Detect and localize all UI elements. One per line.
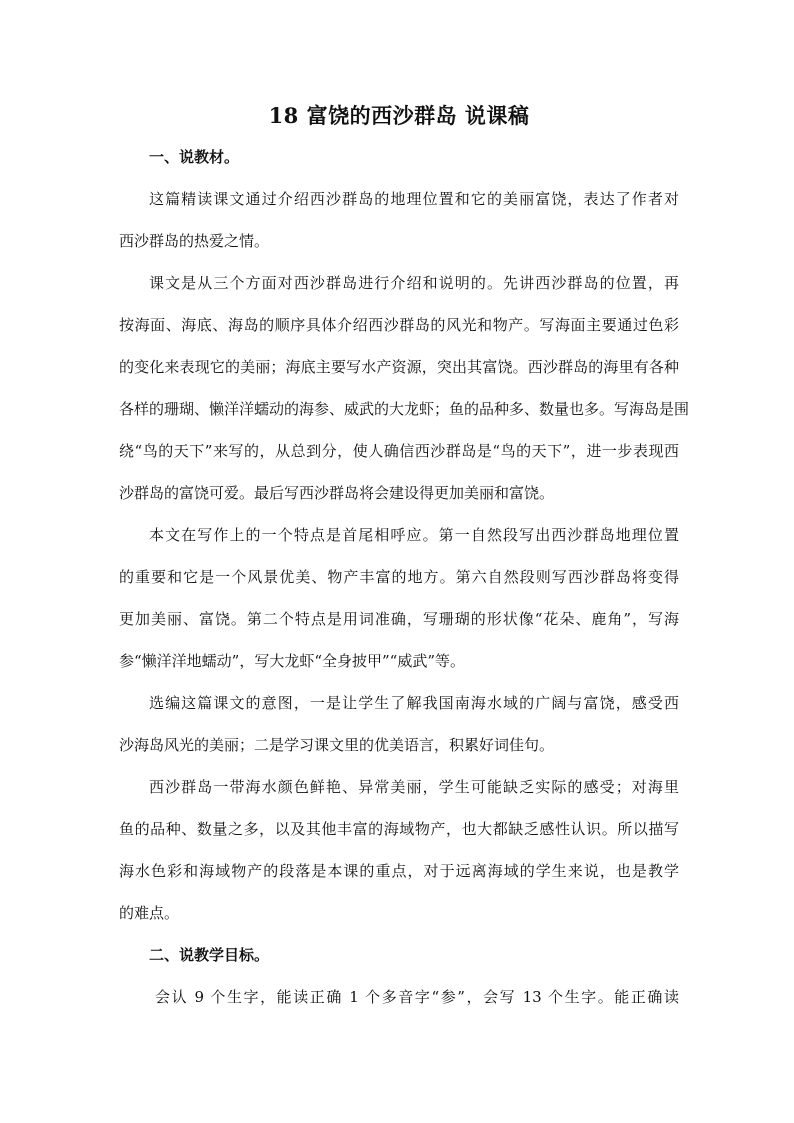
text-line: 海水色彩和海域物产的段落是本课的重点，对于远离海域的学生来说，也是教学	[119, 862, 679, 880]
text-line: 更加美丽、富饶。第二个特点是用词准确，写珊瑚的形状像“花朵、鹿角”，写海	[119, 610, 679, 628]
paragraph	[119, 766, 679, 934]
paragraph	[119, 976, 679, 1018]
text-line: 的难点。	[119, 904, 180, 922]
text-line: 各样的珊瑚、懒洋洋蠕动的海参、威武的大龙虾；鱼的品种多、数量也多。写海岛是围	[119, 400, 690, 418]
text-line: 会认 9 个生字，能读正确 1 个多音字“参”，会写 13 个生字。能正确读	[155, 988, 679, 1006]
text-line: 沙群岛的富饶可爱。最后写西沙群岛将会建设得更加美丽和富饶。	[119, 484, 555, 502]
text-line: 的变化来表现它的美丽；海底主要写水产资源，突出其富饶。西沙群岛的海里有各种	[119, 358, 679, 376]
text-line: 西沙群岛一带海水颜色鲜艳、异常美丽，学生可能缺乏实际的感受；对海里	[149, 778, 679, 796]
paragraph	[119, 262, 690, 514]
section-heading-teaching-material: 一、说教材。	[149, 148, 240, 166]
text-line: 鱼的品种、数量之多，以及其他丰富的海域物产，也大都缺乏感性认识。所以描写	[119, 820, 679, 838]
text-line: 本文在写作上的一个特点是首尾相呼应。第一自然段写出西沙群岛地理位置	[149, 526, 679, 544]
document-title: 18 富饶的西沙群岛 说课稿	[268, 103, 530, 128]
paragraph	[119, 682, 679, 766]
document-page	[119, 96, 690, 1018]
text-line: 西沙群岛的热爱之情。	[119, 232, 270, 250]
paragraph	[119, 514, 679, 682]
text-line: 课文是从三个方面对西沙群岛进行介绍和说明的。先讲西沙群岛的位置，再	[149, 274, 679, 292]
text-line: 选编这篇课文的意图，一是让学生了解我国南海水域的广阔与富饶，感受西	[149, 694, 679, 712]
text-line: 绕“鸟的天下”来写的，从总到分，使人确信西沙群岛是“鸟的天下”，进一步表现西	[119, 442, 679, 460]
text-line: 的重要和它是一个风景优美、物产丰富的地方。第六自然段则写西沙群岛将变得	[119, 568, 679, 586]
section-heading-teaching-goals: 二、说教学目标。	[149, 946, 270, 964]
paragraph	[119, 178, 679, 262]
text-line: 参“懒洋洋地蠕动”，写大龙虾“全身披甲”“威武”等。	[119, 652, 466, 670]
text-line: 按海面、海底、海岛的顺序具体介绍西沙群岛的风光和物产。写海面主要通过色彩	[119, 316, 679, 334]
text-line: 这篇精读课文通过介绍西沙群岛的地理位置和它的美丽富饶，表达了作者对	[149, 190, 679, 208]
text-line: 沙海岛风光的美丽；二是学习课文里的优美语言，积累好词佳句。	[119, 736, 555, 754]
